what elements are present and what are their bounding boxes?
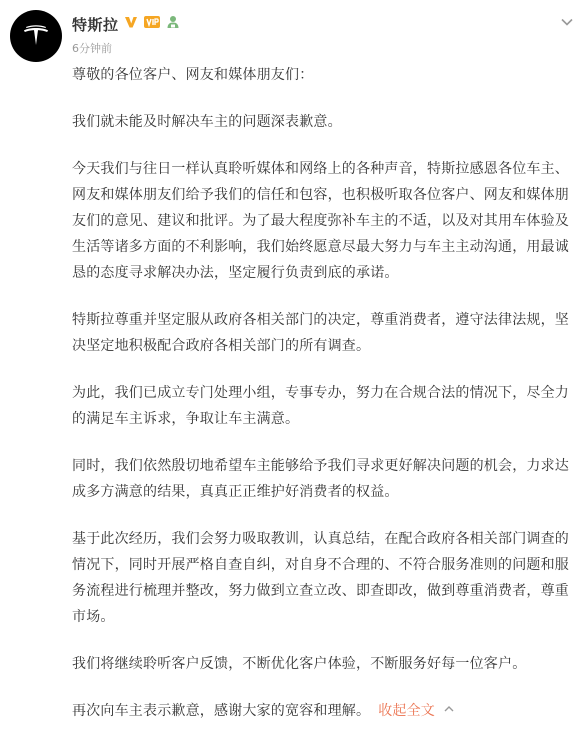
- post-last-paragraph-text: 再次向车主表示歉意，感谢大家的宽容和理解。: [72, 703, 371, 719]
- verified-v-icon[interactable]: [123, 14, 139, 34]
- post-paragraph: 为此，我们已成立专门处理小组，专事专办，努力在合规合法的情况下，尽全力的满足车主诉求，争取让车主满意。: [72, 385, 569, 427]
- post-paragraph: 今天我们与往日一样认真聆听媒体和网络上的各种声音，特斯拉感恩各位车主、网友和媒体朋友们给予我们的信任和包容，也积极听取各位客户、网友和媒体朋友们的意见、建议和批评。为了最大程度弥补车主的不适，以及对其用车体验及生活等诸多方面的不利影响，我们始终愿意尽最大努力与车主主动沟通，用最诚恳的态度寻求解决办法，坚定履行负责到底的承诺。: [72, 161, 569, 281]
- vip-badge-icon[interactable]: [143, 14, 161, 34]
- more-menu-button[interactable]: [559, 14, 575, 30]
- post-paragraph: 同时，我们依然殷切地希望车主能够给予我们寻求更好解决问题的机会，力求达成多方满意的结果，真真正正维护好消费者的权益。: [72, 458, 569, 500]
- post-paragraph: 我们就未能及时解决车主的问题深表歉意。: [72, 114, 342, 130]
- post-paragraph: 尊敬的各位客户、网友和媒体朋友们：: [72, 67, 314, 83]
- username[interactable]: 特斯拉: [72, 15, 119, 34]
- post-header: [72, 12, 181, 56]
- post-timestamp[interactable]: 6分钟前: [72, 42, 112, 55]
- name-row: [72, 12, 181, 36]
- fan-badge-icon[interactable]: [165, 14, 181, 34]
- post-paragraph: 我们将继续聆听客户反馈，不断优化客户体验，不断服务好每一位客户。: [72, 656, 527, 672]
- chevron-up-icon[interactable]: [443, 698, 455, 724]
- post-content: [72, 62, 572, 745]
- post-paragraph: 基于此次经历，我们会努力吸取教训，认真总结，在配合政府各相关部门调查的情况下，同时开展严格自查自纠，对自身不合理的、不符合服务准则的问题和服务流程进行梳理并整改，努力做到立查立改、即查即改，做到尊重消费者，尊重市场。: [72, 531, 569, 625]
- tesla-logo-icon: [21, 21, 51, 51]
- post-paragraph: 特斯拉尊重并坚定服从政府各相关部门的决定，尊重消费者，遵守法律法规，坚决坚定地积极配合政府各相关部门的所有调查。: [72, 312, 569, 354]
- avatar[interactable]: [10, 10, 62, 62]
- collapse-full-text-link[interactable]: 收起全文: [378, 703, 436, 719]
- post-last-paragraph: [72, 698, 572, 724]
- chevron-down-icon: [559, 14, 575, 30]
